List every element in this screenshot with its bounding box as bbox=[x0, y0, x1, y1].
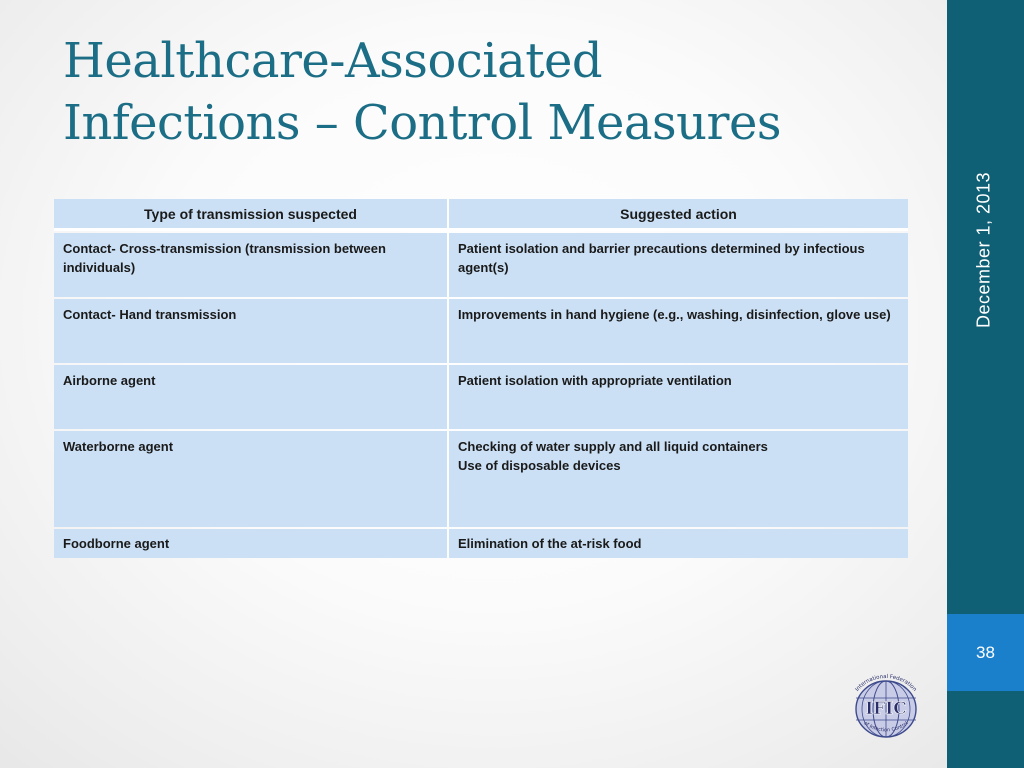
suggested-action-cell bbox=[449, 431, 908, 527]
slide-title bbox=[63, 30, 923, 154]
slide-date: December 1, 2013 bbox=[973, 171, 994, 329]
logo-text: IFIC bbox=[865, 699, 907, 719]
table-row bbox=[54, 529, 908, 558]
header-transmission-type: Type of transmission suspected bbox=[54, 199, 447, 231]
suggested-action-line-1: Checking of water supply and all liquid containers bbox=[458, 439, 768, 454]
slide-title-line-1: Healthcare-Associated bbox=[63, 33, 603, 89]
suggested-action-cell: Elimination of the at-risk food bbox=[449, 529, 908, 558]
suggested-action-line-2: Use of disposable devices bbox=[458, 458, 621, 473]
table-row bbox=[54, 431, 908, 527]
globe-icon bbox=[838, 672, 934, 740]
ific-logo bbox=[838, 672, 934, 740]
suggested-action-cell: Patient isolation with appropriate ventilation bbox=[449, 365, 908, 429]
transmission-type-cell: Contact- Hand transmission bbox=[54, 299, 447, 363]
header-suggested-action: Suggested action bbox=[449, 199, 908, 231]
table-header-row bbox=[54, 199, 908, 231]
page-number: 38 bbox=[976, 642, 995, 662]
suggested-action-cell: Patient isolation and barrier precautions determined by infectious agent(s) bbox=[449, 233, 908, 297]
transmission-type-cell: Contact- Cross-transmission (transmission between individuals) bbox=[54, 233, 447, 297]
logo-arc-top: International Federation bbox=[854, 673, 918, 693]
table-row bbox=[54, 365, 908, 429]
transmission-type-cell: Foodborne agent bbox=[54, 529, 447, 558]
control-measures-table bbox=[52, 197, 910, 560]
table-row bbox=[54, 299, 908, 363]
transmission-type-cell: Airborne agent bbox=[54, 365, 447, 429]
slide-title-line-2: Infections – Control Measures bbox=[63, 95, 782, 151]
page-number-box bbox=[947, 614, 1024, 691]
logo-arc-bottom: of Infection Control bbox=[862, 720, 910, 734]
transmission-type-cell: Waterborne agent bbox=[54, 431, 447, 527]
table-row bbox=[54, 233, 908, 297]
suggested-action-cell: Improvements in hand hygiene (e.g., washing, disinfection, glove use) bbox=[449, 299, 908, 363]
